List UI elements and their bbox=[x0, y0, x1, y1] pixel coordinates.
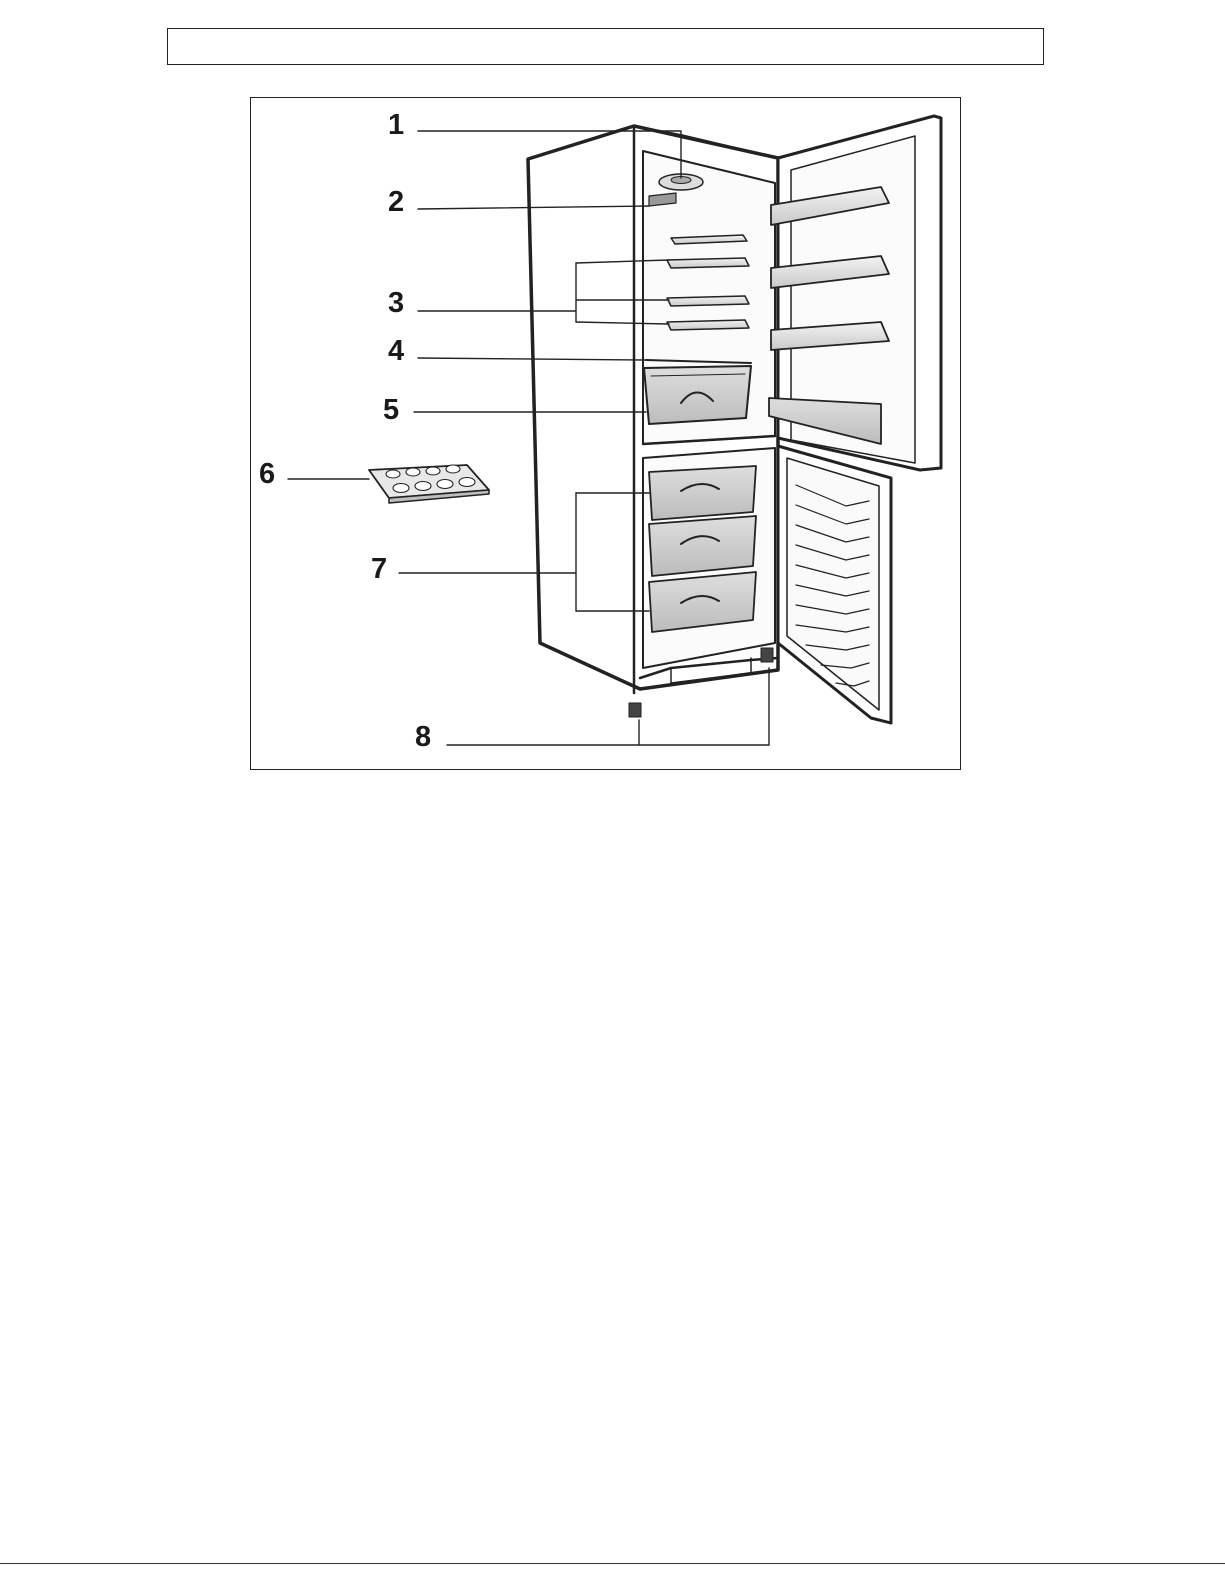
callout-2: 2 bbox=[388, 186, 405, 218]
crisper-drawer bbox=[644, 366, 751, 424]
freezer-door bbox=[778, 446, 891, 723]
callout-1: 1 bbox=[388, 109, 405, 141]
callout-6: 6 bbox=[259, 458, 276, 490]
egg-tray bbox=[369, 465, 489, 503]
figure-frame bbox=[250, 97, 961, 770]
freezer-drawers bbox=[649, 466, 756, 632]
bottom-rule bbox=[0, 1563, 1225, 1564]
callout-7: 7 bbox=[371, 553, 388, 585]
callout-5: 5 bbox=[383, 394, 400, 426]
fridge-door bbox=[769, 116, 941, 470]
callout-3: 3 bbox=[388, 287, 405, 319]
fridge-freezer-diagram bbox=[251, 98, 962, 771]
header-box bbox=[167, 28, 1044, 65]
light-cover bbox=[649, 193, 676, 206]
callout-4: 4 bbox=[388, 335, 405, 367]
callout-8: 8 bbox=[415, 721, 432, 753]
